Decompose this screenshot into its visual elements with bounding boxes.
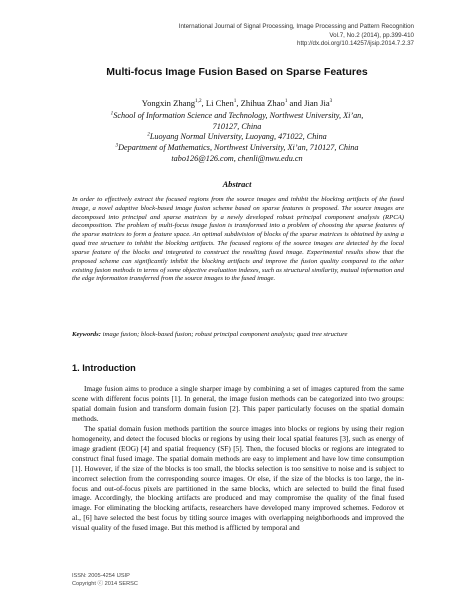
author-name: Jian Jia [304,98,330,108]
affiliation-marker: 2 [147,131,150,138]
paragraph: The spatial domain fusion methods partition the source images into blocks or regions by using their region homogeneity, and detect the focused blocks or regions by using their local spatial features [3], such as energy of image gradient (EOG) [4] and spatial frequency (SF) [5]. Then, the focused blocks or regions are integrated to construct final fused image. The spatial domain methods are easy to implement and have low time consumption [1]. However, if the size of the blocks is too small, the blocks selection is too sensitive to noise and is subject to incorrect selection from the corresponding source images. Or else, if the size of the blocks is too large, the in-focus and out-of-focus pixels are partitioned in the same blocks, which are selected to build the final fused image. Accordingly, the blocking artifacts are produced and may compromise the quality of the final fused image. For eliminating the blocking artifacts, researchers have developed many improved schemes. Fedorov et al., [6] have selected the best focus by titling source images with overlapping neighborhoods and improved the visual quality of the fused image. But this method is afflicted by temporal and [72,423,404,533]
footer-issn: ISSN: 2005-4254 IJSIP [72,573,130,579]
author-affiliation-marker: 1 [233,98,237,105]
author-affiliation-marker: 1 [284,98,288,105]
affiliation-list [60,111,414,165]
journal-name: International Journal of Signal Processing, Image Processing and Pattern Recognition [178,23,414,30]
author-affiliation-marker: 3 [329,98,333,105]
page-footer [72,573,138,589]
footer-copyright: Copyright ⓒ 2014 SERSC [72,580,138,587]
section-heading: 1. Introduction [72,363,136,373]
author-name: Yongxin Zhang [141,98,196,108]
author-separator: , [236,98,241,108]
affiliation: $^1$School of Information Science and Technology, Northwest University, Xi’an, [110,110,364,120]
author-name: Li Chen [205,98,234,108]
introduction-body [72,384,404,533]
journal-volume: Vol.7, No.2 (2014), pp.399-410 [329,31,414,39]
author-emails[interactable]: tabo126@126.com, chenli@nwu.edu.cn [171,153,303,163]
keywords [72,331,404,340]
keywords-label: Keywords: [72,331,101,338]
journal-header [154,23,414,49]
affiliation: $^2$Luoyang Normal University, Luoyang, 471022, China [147,131,327,142]
journal-doi-link[interactable]: http://dx.doi.org/10.14257/ijsip.2014.7.2.37 [297,40,414,48]
paragraph: Image fusion aims to produce a single sharper image by combining a set of images captured from the same scene with different focus points [1]. In general, the image fusion methods can be categorized into two groups: spatial domain fusion and transform domain fusion [2]. This paper particularly focuses on the spatial domain methods. [72,384,404,423]
author-list [0,98,474,108]
author-name: Zhihua Zhao [240,98,285,108]
author-separator: , [201,98,206,108]
affiliation: $^3$Department of Mathematics, Northwest University, Xi’an, 710127, China [115,142,359,153]
author-affiliation-marker: 1,2 [195,98,202,105]
affiliation-marker: 3 [115,142,119,149]
affiliation-continued: 710127, China [212,121,262,131]
abstract-body: In order to effectively extract the focused regions from the source images and inhibit the blocking artifacts of the fused image, a novel adaptive block-based image fusion scheme based on sparse features is proposed. The source images are decomposed into principal and sparse matrices by a newly developed robust principal component analysis (RPCA) decomposition. The problem of multi-focus image fusion is transformed into a problem of choosing the sparse features of the sparse matrices to form a feature space. An optimal subdivision of blocks of the sparse matrices is obtained by using a quad tree structure to inhibit the blocking artifacts. The focused regions of the source images are detected by the local sparse feature of the blocks and integrated to construct the resulting fused image. Experimental results show that the proposed scheme can significantly inhibit the blocking artifacts and improve the fusion quality compared to the other existing fusion methods in terms of some objective evaluation indexes, such as structural similarity, mutual information and the edge information transferred from the source images to the fused image. [72,196,404,283]
keywords-text: image fusion; block-based fusion; robust principal component analysis; quad tree structure [100,331,348,338]
paper-title: Multi-focus Image Fusion Based on Sparse Features [106,66,368,78]
affiliation-marker: 1 [110,110,114,117]
abstract-heading: Abstract [222,180,252,189]
author-separator: and [287,98,305,108]
